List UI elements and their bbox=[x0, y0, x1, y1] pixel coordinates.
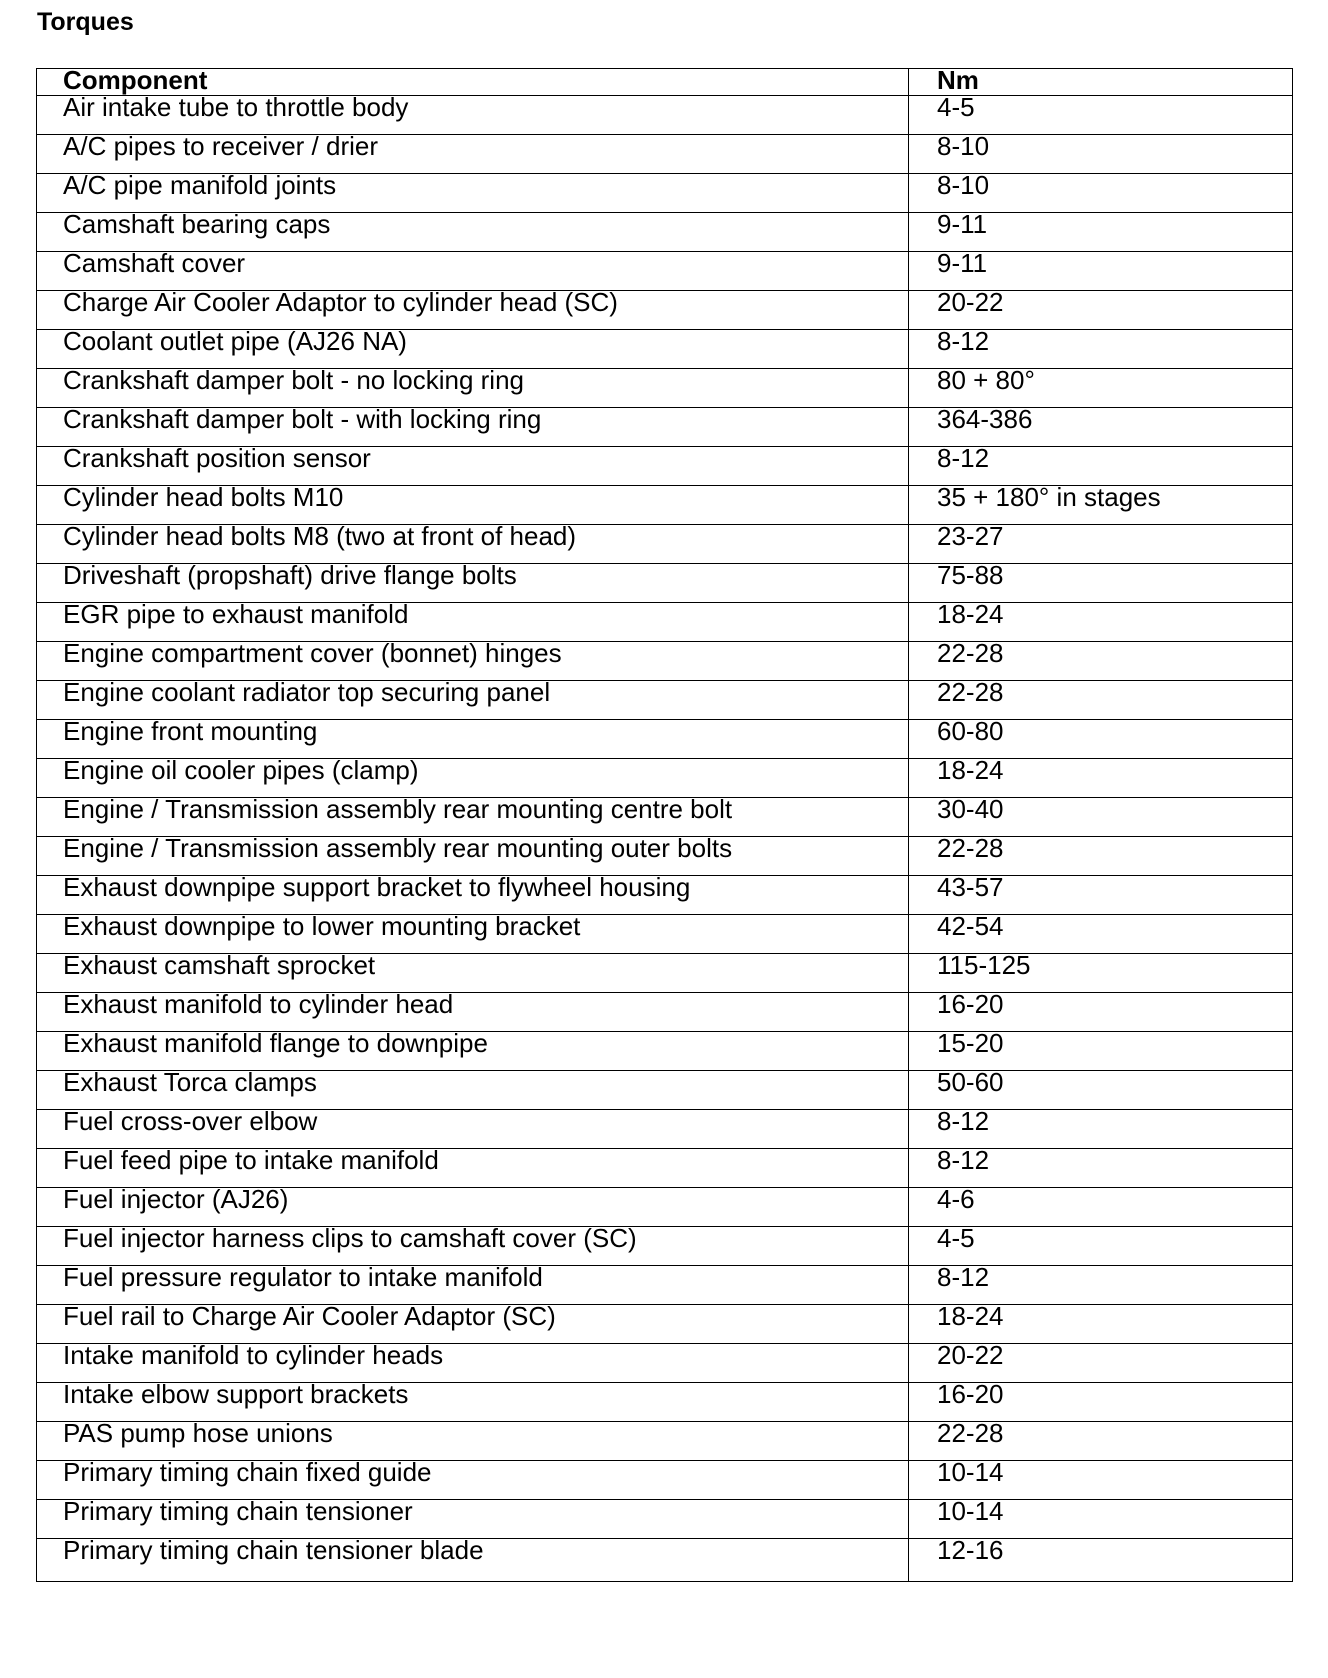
torque-value-cell: 4-5 bbox=[909, 96, 1293, 135]
table-row bbox=[37, 1032, 1293, 1071]
torque-value-cell: 4-6 bbox=[909, 1188, 1293, 1227]
table-row bbox=[37, 954, 1293, 993]
torque-table bbox=[36, 68, 1293, 1582]
torque-value-cell: 18-24 bbox=[909, 759, 1293, 798]
torque-value-cell: 22-28 bbox=[909, 1422, 1293, 1461]
component-cell: Engine coolant radiator top securing panel bbox=[37, 681, 909, 720]
table-row bbox=[37, 681, 1293, 720]
component-cell: Crankshaft position sensor bbox=[37, 447, 909, 486]
table-body bbox=[37, 96, 1293, 1582]
torque-value-cell: 10-14 bbox=[909, 1500, 1293, 1539]
component-cell: Fuel injector harness clips to camshaft cover (SC) bbox=[37, 1227, 909, 1266]
torque-value-cell: 10-14 bbox=[909, 1461, 1293, 1500]
component-cell: Fuel rail to Charge Air Cooler Adaptor (SC) bbox=[37, 1305, 909, 1344]
table-row bbox=[37, 837, 1293, 876]
component-cell: Driveshaft (propshaft) drive flange bolts bbox=[37, 564, 909, 603]
component-cell: Exhaust downpipe to lower mounting bracket bbox=[37, 915, 909, 954]
torque-value-cell: 9-11 bbox=[909, 213, 1293, 252]
component-cell: A/C pipes to receiver / drier bbox=[37, 135, 909, 174]
table-row bbox=[37, 291, 1293, 330]
component-cell: Engine compartment cover (bonnet) hinges bbox=[37, 642, 909, 681]
table-row bbox=[37, 525, 1293, 564]
table-row bbox=[37, 369, 1293, 408]
table-row bbox=[37, 993, 1293, 1032]
torque-value-cell: 8-12 bbox=[909, 1110, 1293, 1149]
table-row bbox=[37, 330, 1293, 369]
torque-value-cell: 8-12 bbox=[909, 1266, 1293, 1305]
table-row bbox=[37, 447, 1293, 486]
torque-value-cell: 22-28 bbox=[909, 837, 1293, 876]
component-cell: Cylinder head bolts M10 bbox=[37, 486, 909, 525]
torque-value-cell: 18-24 bbox=[909, 603, 1293, 642]
component-cell: EGR pipe to exhaust manifold bbox=[37, 603, 909, 642]
component-cell: Exhaust manifold to cylinder head bbox=[37, 993, 909, 1032]
torque-value-cell: 20-22 bbox=[909, 1344, 1293, 1383]
component-cell: Fuel cross-over elbow bbox=[37, 1110, 909, 1149]
torque-value-cell: 22-28 bbox=[909, 681, 1293, 720]
torque-table-container bbox=[36, 68, 1292, 1582]
component-cell: Exhaust camshaft sprocket bbox=[37, 954, 909, 993]
torque-value-cell: 50-60 bbox=[909, 1071, 1293, 1110]
torque-value-cell: 8-12 bbox=[909, 330, 1293, 369]
table-row bbox=[37, 798, 1293, 837]
table-row bbox=[37, 1110, 1293, 1149]
torque-value-cell: 115-125 bbox=[909, 954, 1293, 993]
component-cell: Intake manifold to cylinder heads bbox=[37, 1344, 909, 1383]
torque-value-cell: 8-10 bbox=[909, 174, 1293, 213]
component-cell: Fuel feed pipe to intake manifold bbox=[37, 1149, 909, 1188]
component-cell: Fuel pressure regulator to intake manifold bbox=[37, 1266, 909, 1305]
table-row bbox=[37, 603, 1293, 642]
component-cell: Engine oil cooler pipes (clamp) bbox=[37, 759, 909, 798]
component-cell: Engine / Transmission assembly rear mounting outer bolts bbox=[37, 837, 909, 876]
table-row bbox=[37, 174, 1293, 213]
torque-value-cell: 80 + 80° bbox=[909, 369, 1293, 408]
torque-value-cell: 75-88 bbox=[909, 564, 1293, 603]
torque-value-cell: 16-20 bbox=[909, 1383, 1293, 1422]
component-cell: Primary timing chain tensioner blade bbox=[37, 1539, 909, 1582]
torque-value-cell: 4-5 bbox=[909, 1227, 1293, 1266]
component-cell: Engine front mounting bbox=[37, 720, 909, 759]
table-row bbox=[37, 252, 1293, 291]
table-row bbox=[37, 1149, 1293, 1188]
table-row bbox=[37, 1500, 1293, 1539]
table-row bbox=[37, 1461, 1293, 1500]
torque-value-cell: 30-40 bbox=[909, 798, 1293, 837]
table-row bbox=[37, 642, 1293, 681]
component-cell: Exhaust manifold flange to downpipe bbox=[37, 1032, 909, 1071]
table-row bbox=[37, 1539, 1293, 1582]
component-cell: Coolant outlet pipe (AJ26 NA) bbox=[37, 330, 909, 369]
table-row bbox=[37, 1422, 1293, 1461]
torque-value-cell: 8-12 bbox=[909, 447, 1293, 486]
column-header-nm: Nm bbox=[909, 69, 1293, 96]
component-cell: Charge Air Cooler Adaptor to cylinder head (SC) bbox=[37, 291, 909, 330]
torque-value-cell: 35 + 180° in stages bbox=[909, 486, 1293, 525]
torque-value-cell: 8-10 bbox=[909, 135, 1293, 174]
table-header-row bbox=[37, 69, 1293, 96]
component-cell: Camshaft cover bbox=[37, 252, 909, 291]
torque-value-cell: 16-20 bbox=[909, 993, 1293, 1032]
torque-value-cell: 12-16 bbox=[909, 1539, 1293, 1582]
torque-value-cell: 43-57 bbox=[909, 876, 1293, 915]
table-row bbox=[37, 759, 1293, 798]
component-cell: Primary timing chain tensioner bbox=[37, 1500, 909, 1539]
table-row bbox=[37, 1305, 1293, 1344]
component-cell: Intake elbow support brackets bbox=[37, 1383, 909, 1422]
component-cell: Camshaft bearing caps bbox=[37, 213, 909, 252]
table-row bbox=[37, 1227, 1293, 1266]
torque-value-cell: 22-28 bbox=[909, 642, 1293, 681]
torque-value-cell: 9-11 bbox=[909, 252, 1293, 291]
table-row bbox=[37, 1266, 1293, 1305]
torque-value-cell: 20-22 bbox=[909, 291, 1293, 330]
torque-value-cell: 8-12 bbox=[909, 1149, 1293, 1188]
component-cell: PAS pump hose unions bbox=[37, 1422, 909, 1461]
page-title: Torques bbox=[37, 8, 134, 36]
table-row bbox=[37, 408, 1293, 447]
table-row bbox=[37, 96, 1293, 135]
table-row bbox=[37, 564, 1293, 603]
table-row bbox=[37, 135, 1293, 174]
component-cell: Engine / Transmission assembly rear mounting centre bolt bbox=[37, 798, 909, 837]
table-row bbox=[37, 486, 1293, 525]
table-row bbox=[37, 1071, 1293, 1110]
table-row bbox=[37, 1344, 1293, 1383]
torque-value-cell: 42-54 bbox=[909, 915, 1293, 954]
component-cell: Primary timing chain fixed guide bbox=[37, 1461, 909, 1500]
torque-value-cell: 23-27 bbox=[909, 525, 1293, 564]
torque-value-cell: 15-20 bbox=[909, 1032, 1293, 1071]
component-cell: Fuel injector (AJ26) bbox=[37, 1188, 909, 1227]
table-row bbox=[37, 1188, 1293, 1227]
table-row bbox=[37, 1383, 1293, 1422]
component-cell: A/C pipe manifold joints bbox=[37, 174, 909, 213]
table-row bbox=[37, 876, 1293, 915]
column-header-component: Component bbox=[37, 69, 909, 96]
component-cell: Exhaust Torca clamps bbox=[37, 1071, 909, 1110]
component-cell: Air intake tube to throttle body bbox=[37, 96, 909, 135]
table-row bbox=[37, 720, 1293, 759]
torque-value-cell: 364-386 bbox=[909, 408, 1293, 447]
component-cell: Cylinder head bolts M8 (two at front of head) bbox=[37, 525, 909, 564]
torque-value-cell: 60-80 bbox=[909, 720, 1293, 759]
component-cell: Crankshaft damper bolt - no locking ring bbox=[37, 369, 909, 408]
component-cell: Exhaust downpipe support bracket to flywheel housing bbox=[37, 876, 909, 915]
component-cell: Crankshaft damper bolt - with locking ring bbox=[37, 408, 909, 447]
table-row bbox=[37, 915, 1293, 954]
torque-value-cell: 18-24 bbox=[909, 1305, 1293, 1344]
table-row bbox=[37, 213, 1293, 252]
